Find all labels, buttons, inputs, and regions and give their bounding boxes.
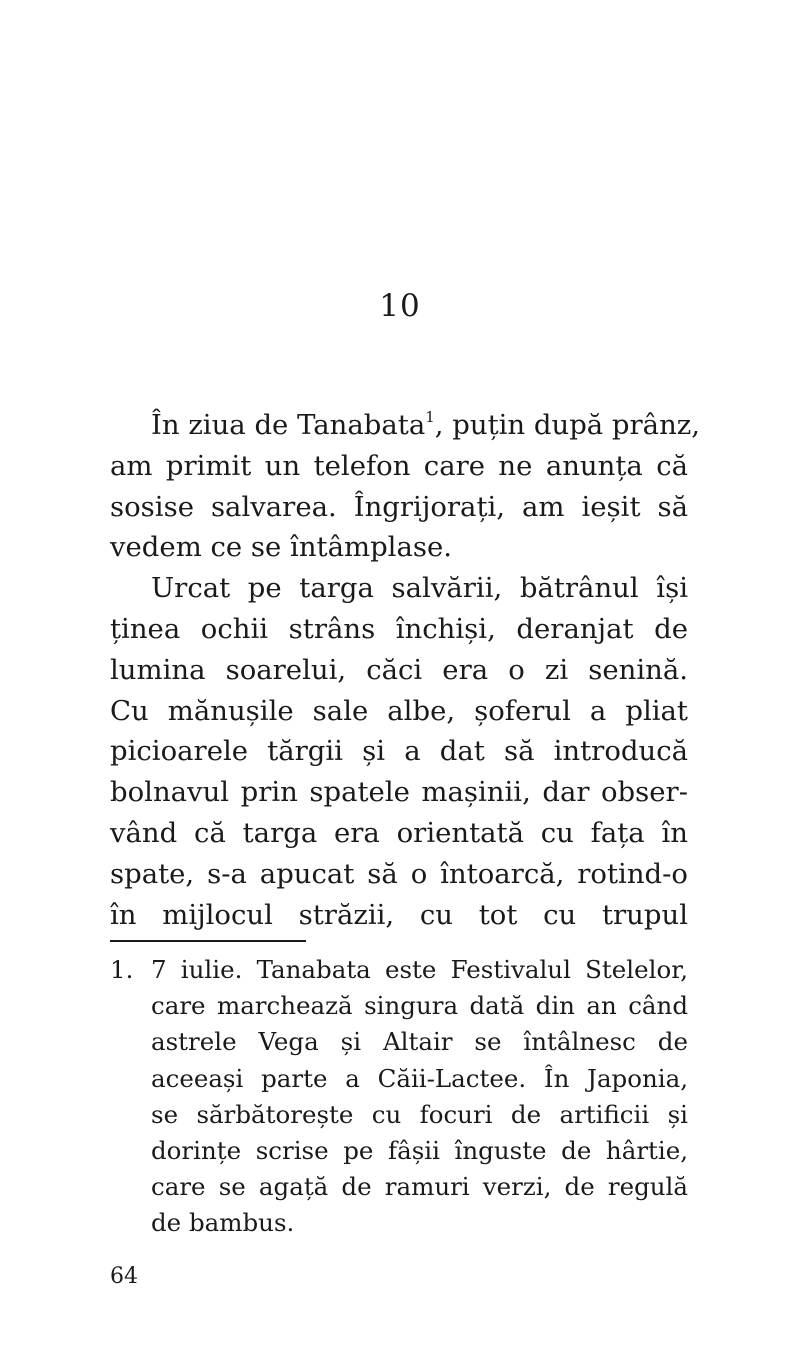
footnote-line: aceeași parte a Căii-Lactee. În Japonia,	[151, 1063, 688, 1093]
text-line	[110, 405, 701, 446]
text-line: vedem ce se întâmplase.	[110, 531, 453, 564]
footnote-line: astrele Vega și Altair se întâlnesc de	[151, 1027, 688, 1057]
footnote-line: care marchează singura dată din an când	[151, 991, 688, 1021]
footnote-marker[interactable]: 1	[425, 408, 435, 426]
text-line: spate, s-a apucat să o întoarcă, rotind-o	[110, 857, 688, 890]
body-text	[110, 405, 701, 935]
text-line: picioarele tărgii și a dat să introducă	[110, 735, 688, 768]
footnote-line: de bambus.	[151, 1208, 295, 1238]
text-line: am primit un telefon care ne anunța că	[110, 449, 688, 482]
footnote-line: care se agață de ramuri verzi, de regulă	[151, 1172, 688, 1202]
text-line: sosise salvarea. Îngrijorați, am ieșit să	[110, 490, 688, 523]
footnote-line	[110, 952, 688, 988]
footnote-line: se sărbătorește cu focuri de artificii și	[151, 1099, 688, 1129]
text-line: bolnavul prin spatele mașinii, dar obser-	[110, 776, 688, 809]
text-fragment: , puțin după prânz,	[434, 409, 701, 441]
text-line: ținea ochii strâns închiși, deranjat de	[110, 612, 688, 645]
text-line: Urcat pe targa salvării, bătrânul își	[151, 572, 688, 605]
text-fragment: În ziua de Tanabata	[151, 409, 426, 441]
footnote-text: 7 iulie. Tanabata este Festivalul Stelelor,	[151, 955, 688, 984]
text-line: Cu mănușile sale albe, șoferul a pliat	[110, 694, 688, 727]
footnote-divider	[110, 940, 306, 942]
footnote-line: dorințe scrise pe fâșii înguste de hârtie,	[151, 1135, 688, 1165]
text-line: vând că targa era orientată cu fața în	[110, 816, 688, 849]
text-line: lumina soarelui, căci era o zi senină.	[110, 653, 688, 686]
footnote-number: 1.	[110, 955, 134, 984]
text-line: în mijlocul străzii, cu tot cu trupul	[110, 898, 688, 931]
page-number: 64	[110, 1264, 138, 1289]
footnote	[110, 952, 688, 1242]
chapter-number: 10	[379, 288, 421, 324]
